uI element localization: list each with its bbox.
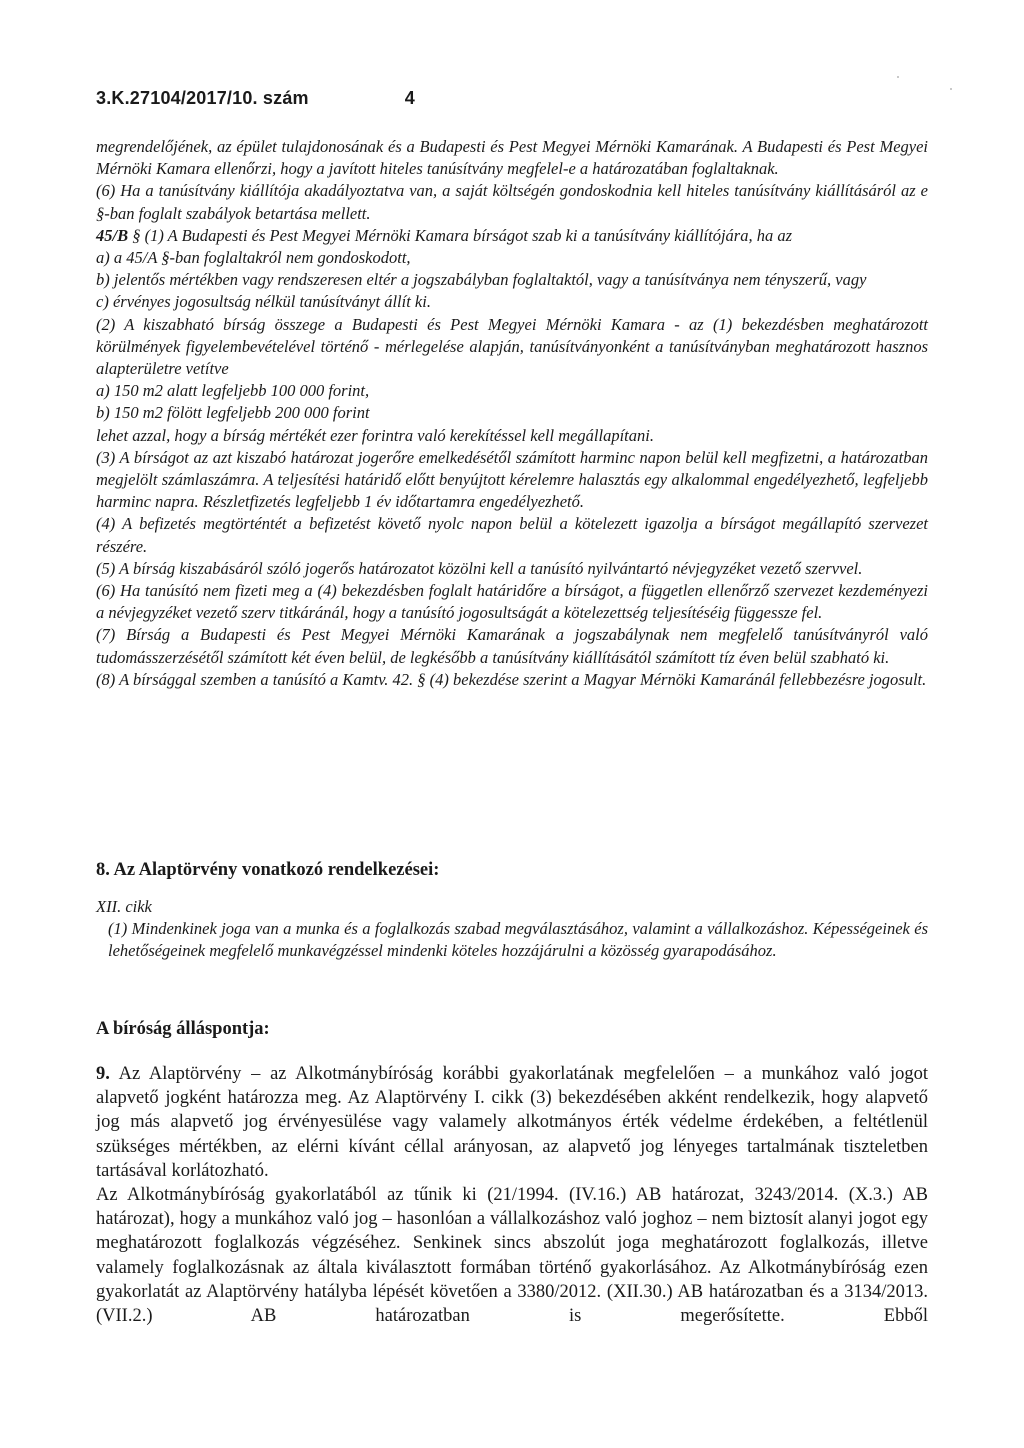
quote-para: a) a 45/A §-ban foglaltakról nem gondoskodott, [96, 248, 411, 268]
paragraph-number: 9. [96, 1064, 110, 1084]
quote-para: (7) Bírság a Budapesti és Pest Megyei Mérnöki Kamarának a jogszabálynak nem megfelelő tanúsítványról való tudomásszerzésétől számított két éven belül, de legkésőbb a tanúsítvány kiállításától számított tíz éven belül szabható ki. [96, 625, 928, 667]
quote-para: (3) A bírságot az azt kiszabó határozat jogerőre emelkedésétől számított harminc napon belül kell megfizetni, a határozatban megjelölt számlaszámra. A teljesítési határidő előtt benyújtott kérelemre halasztás egy alkalommal engedélyezhető, legfeljebb harminc napra. Részletfizetés legfeljebb 1 év időtartamra engedélyezhető. [96, 447, 928, 512]
quote-para: lehet azzal, hogy a bírság mértékét ezer forintra való kerekítéssel kell megállapítani. [96, 425, 654, 445]
quote-para: (4) A befizetés megtörténtét a befizetést követő nyolc napon belül a kötelezett igazolja a bírságot megállapító szervezet részére. [96, 514, 928, 556]
article-paragraph: (1) Mindenkinek joga van a munka és a foglalkozás szabad megválasztásához, valamint a vállalkozáshoz. Képességeinek és lehetőségeinek megfelelő munkavégzéssel mindenki köteles hozzájárulni a közösség gyarapodásához. [108, 919, 928, 960]
case-number: 3.K.27104/2017/10. szám [96, 88, 309, 108]
quote-para: (2) A kiszabható bírság összege a Budapesti és Pest Megyei Mérnöki Kamara - az (1) bekezdésben meghatározott körülmények figyelembevételével történő - mérlegelése alapján, tanúsítványonként a tanúsítványban meghatározott hasznos alapterületre vetítve [96, 314, 928, 379]
quote-para: b) jelentős mértékben vagy rendszeresen eltér a jogszabályban foglaltaktól, vagy a tanúsítványa nem tényszerű, vagy [96, 270, 867, 290]
article-title: XII. cikk [96, 897, 152, 916]
quote-para: (6) Ha a tanúsítvány kiállítója akadályoztatva van, a saját költségén gondoskodnia kell hiteles tanúsítvány kiállításáról az e §-ban foglalt szabályok betartása mellett. [96, 181, 928, 223]
quote-para: a) 150 m2 alatt legfeljebb 100 000 forint, [96, 381, 370, 401]
quote-para: b) 150 m2 fölött legfeljebb 200 000 forint [96, 403, 370, 423]
quote-para: (6) Ha tanúsító nem fizeti meg a (4) bekezdésben foglalt határidőre a bírságot, a független ellenőrző szervezet kezdeményezi a névjegyzéket vezető szerv titkáránál, hogy a tanúsító jogosultságát a kötelezettség teljesítéséig függessze fel. [96, 581, 928, 623]
scan-speck [897, 76, 899, 78]
court-reasoning [96, 1062, 928, 1328]
quote-para: (5) A bírság kiszabásáról szóló jogerős határozatot közölni kell a tanúsító nyilvántartó névjegyzéket vezető szervvel. [96, 558, 863, 578]
quote-para: 45/B § (1) A Budapesti és Pest Megyei Mérnöki Kamara bírságot szab ki a tanúsítvány kiállítójára, ha az [96, 225, 793, 245]
section-heading-8: 8. Az Alaptörvény vonatkozó rendelkezései: [96, 860, 440, 880]
quote-para: megrendelőjének, az épület tulajdonosának és a Budapesti és Pest Megyei Mérnöki Kamarának. A Budapesti és Pest Megyei Mérnöki Kamara ellenőrzi, hogy a javított hiteles tanúsítvány megfelel-e a határozatában foglaltaknak. [96, 137, 928, 179]
constitution-article [96, 896, 928, 962]
paragraph-9-continued: Az Alkotmánybíróság gyakorlatából az tűnik ki (21/1994. (IV.16.) AB határozat, 3243/2014. (X.3.) AB határozat), hogy a munkához való jog – hasonlóan a vállalkozáshoz való joghoz – nem biztosít alanyi jogot egy meghatározott foglalkozás végzéséhez. Senkinek sincs abszolút joga meghatározott foglalkozás, illetve valamely foglalkozásnak az általa kiválasztott formában történő gyakorlásához. Az Alkotmánybíróság ezen gyakorlatát az Alaptörvény hatályba lépését követően a 3380/2012. (XII.30.) AB határozatban és a 3134/2013. (VII.2.) AB határozatban is megerősítette. Ebből [96, 1185, 928, 1327]
page-header [96, 88, 415, 109]
court-position-heading: A bíróság álláspontja: [96, 1019, 270, 1039]
page-number: 4 [404, 88, 415, 108]
paragraph-9: 9. Az Alaptörvény – az Alkotmánybíróság korábbi gyakorlatának megfelelően – a munkához való jogot alapvető jogként határozza meg. Az Alaptörvény I. cikk (3) bekezdésében akként rendelkezik, hogy alapvető jog más alapvető jog érvényesülése vagy valamely alkotmányos érték védelme érdekében, a feltétlenül szükséges mértékben, az elérni kívánt céllal arányosan, az alapvető jog lényeges tartalmának tiszteletben tartásával korlátozható. [96, 1064, 928, 1181]
scan-speck [950, 88, 952, 90]
section-label: 45/B [96, 225, 129, 245]
quoted-regulation [96, 136, 928, 691]
quote-para: (8) A bírsággal szemben a tanúsító a Kamtv. 42. § (4) bekezdése szerint a Magyar Mérnöki Kamaránál fellebbezésre jogosult. [96, 669, 927, 689]
quote-para: c) érvényes jogosultság nélkül tanúsítványt állít ki. [96, 292, 431, 312]
